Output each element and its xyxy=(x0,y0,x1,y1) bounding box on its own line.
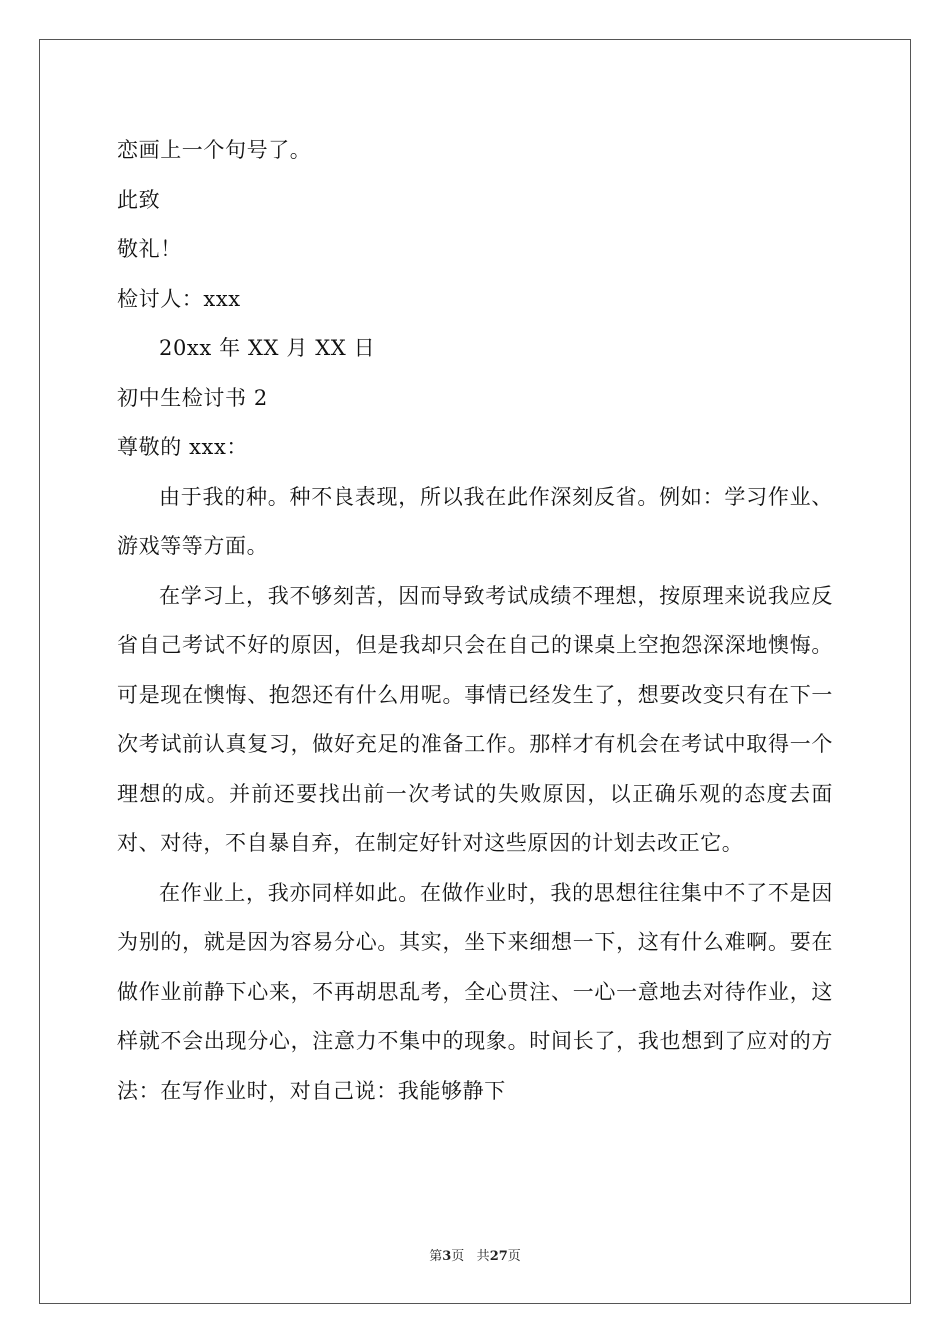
page-footer xyxy=(0,1245,950,1264)
total-prefix: 共 xyxy=(476,1249,490,1264)
salutation-line-1: 此致 xyxy=(117,187,161,212)
document-body xyxy=(117,126,833,1116)
date-line: 20xx 年 XX 月 XX 日 xyxy=(159,336,376,360)
page-suffix: 页 xyxy=(451,1249,465,1264)
signer-line: 检讨人：xxx xyxy=(117,286,241,311)
total-suffix: 页 xyxy=(507,1249,521,1264)
page-prefix: 第 xyxy=(429,1249,443,1264)
section-title: 初中生检讨书 2 xyxy=(117,385,268,410)
greeting-line: 尊敬的 xxx： xyxy=(117,435,249,459)
closing-fragment: 恋画上一个句号了。 xyxy=(117,138,312,162)
total-pages: 27 xyxy=(489,1249,508,1264)
paragraph: 在作业上，我亦同样如此。在做作业时，我的思想往往集中不了不是因为别的，就是因为容易分心。其实，坐下来细想一下，这有什么难啊。要在做作业前静下心来，不再胡思乱考，全心贯注、一心一意地去对待作业，这样就不会出现分心，注意力不集中的现象。时间长了，我也想到了应对的方法：在写作业时，对自己说：我能够静下 xyxy=(117,880,833,1103)
page-number: 3 xyxy=(442,1249,452,1264)
paragraph: 在学习上，我不够刻苦，因而导致考试成绩不理想，按原理来说我应反省自己考试不好的原因，但是我却只会在自己的课桌上空抱怨深深地懊悔。可是现在懊悔、抱怨还有什么用呢。事情已经发生了，想要改变只有在下一次考试前认真复习，做好充足的准备工作。那样才有机会在考试中取得一个理想的成。并前还要找出前一次考试的失败原因，以正确乐观的态度去面对、对待，不自暴自弃，在制定好针对这些原因的计划去改正它。 xyxy=(117,583,833,855)
salutation-line-2: 敬礼！ xyxy=(117,237,182,261)
paragraph: 由于我的种。种不良表现，所以我在此作深刻反省。例如：学习作业、游戏等等方面。 xyxy=(117,484,833,558)
